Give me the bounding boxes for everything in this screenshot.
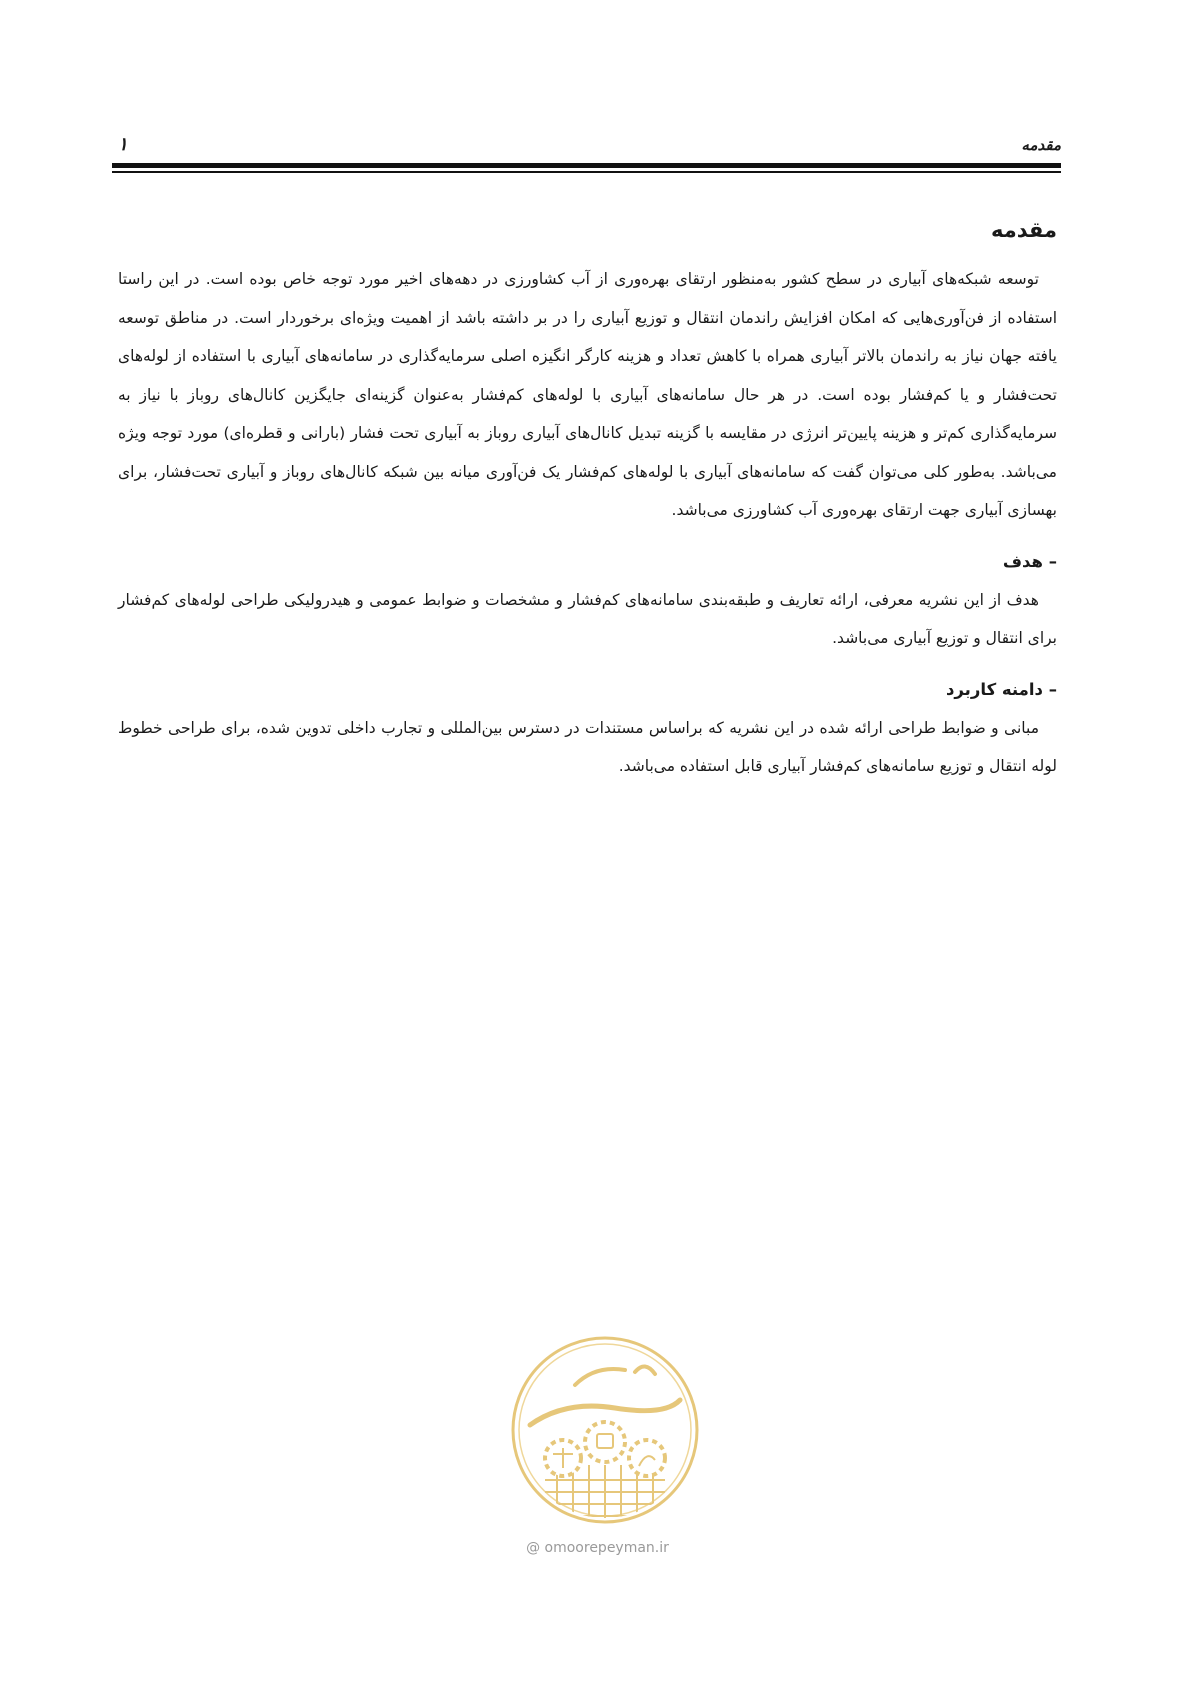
page-header xyxy=(112,124,1061,164)
watermark-seal-logo xyxy=(505,1330,705,1530)
header-rule-thick xyxy=(112,163,1061,168)
running-header-title: مقدمه xyxy=(1021,136,1061,154)
scope-paragraph: مبانی و ضوابط طراحی ارائه شده در این نشریه که براساس مستندات در دسترس بین‌المللی و تجارب داخلی تدوین شده، برای طراحی خطوط لوله انتقال و توزیع سامانه‌های کم‌فشار آبیاری قابل استفاده می‌باشد. xyxy=(118,718,1057,775)
page-number: ۱ xyxy=(118,134,128,155)
watermark-website: @ omoorepeyman.ir xyxy=(526,1540,669,1556)
intro-paragraph: توسعه شبکه‌های آبیاری در سطح کشور به‌منظور ارتقای بهره‌وری از آب کشاورزی در دهه‌های اخیر مورد توجه خاص بوده است. در این راستا استفاده از فن‌آوری‌هایی که امکان افزایش راندمان انتقال و توزیع آبیاری را در بر داشته باشد از اهمیت ویژه‌ای برخوردار است. در مناطق توسعه یافته جهان نیاز به راندمان بالاتر آبیاری همراه با کاهش تعداد و هزینه کارگر انگیزه اصلی سرمایه‌گذاری در سامانه‌های آبیاری با استفاده از لوله‌های تحت‌فشار و یا کم‌فشار بوده است. در هر حال سامانه‌های آبیاری با لوله‌های کم‌فشار به‌عنوان گزینه‌ای جایگزین کانال‌های روباز با نیاز به سرمایه‌گذاری کم‌تر و هزینه پایین‌تر انرژی در مقایسه با گزینه تبدیل کانال‌های آبیاری روباز به آبیاری تحت فشار (بارانی و قطره‌ای) مورد توجه ویژه می‌باشد. به‌طور کلی می‌توان گفت که سامانه‌های آبیاری با لوله‌های کم‌فشار یک فن‌آوری میانه بین شبکه کانال‌های روباز و آبیاری تحت‌فشار، برای بهسازی آبیاری جهت ارتقای بهره‌وری آب کشاورزی می‌باشد. xyxy=(118,270,1057,519)
section-title: مقدمه xyxy=(991,218,1057,242)
objective-heading: – هدف xyxy=(1002,551,1057,571)
objective-paragraph: هدف از این نشریه معرفی، ارائه تعاریف و طبقه‌بندی سامانه‌های کم‌فشار و مشخصات و ضوابط عمومی و هیدرولیکی طراحی لوله‌های کم‌فشار برای انتقال و توزیع آبیاری می‌باشد. xyxy=(118,590,1057,647)
watermark-website-text: omoorepeyman.ir xyxy=(544,1540,669,1556)
header-rule-thin xyxy=(112,171,1061,173)
scope-heading: – دامنه کاربرد xyxy=(945,679,1057,699)
page-content xyxy=(118,218,1057,786)
